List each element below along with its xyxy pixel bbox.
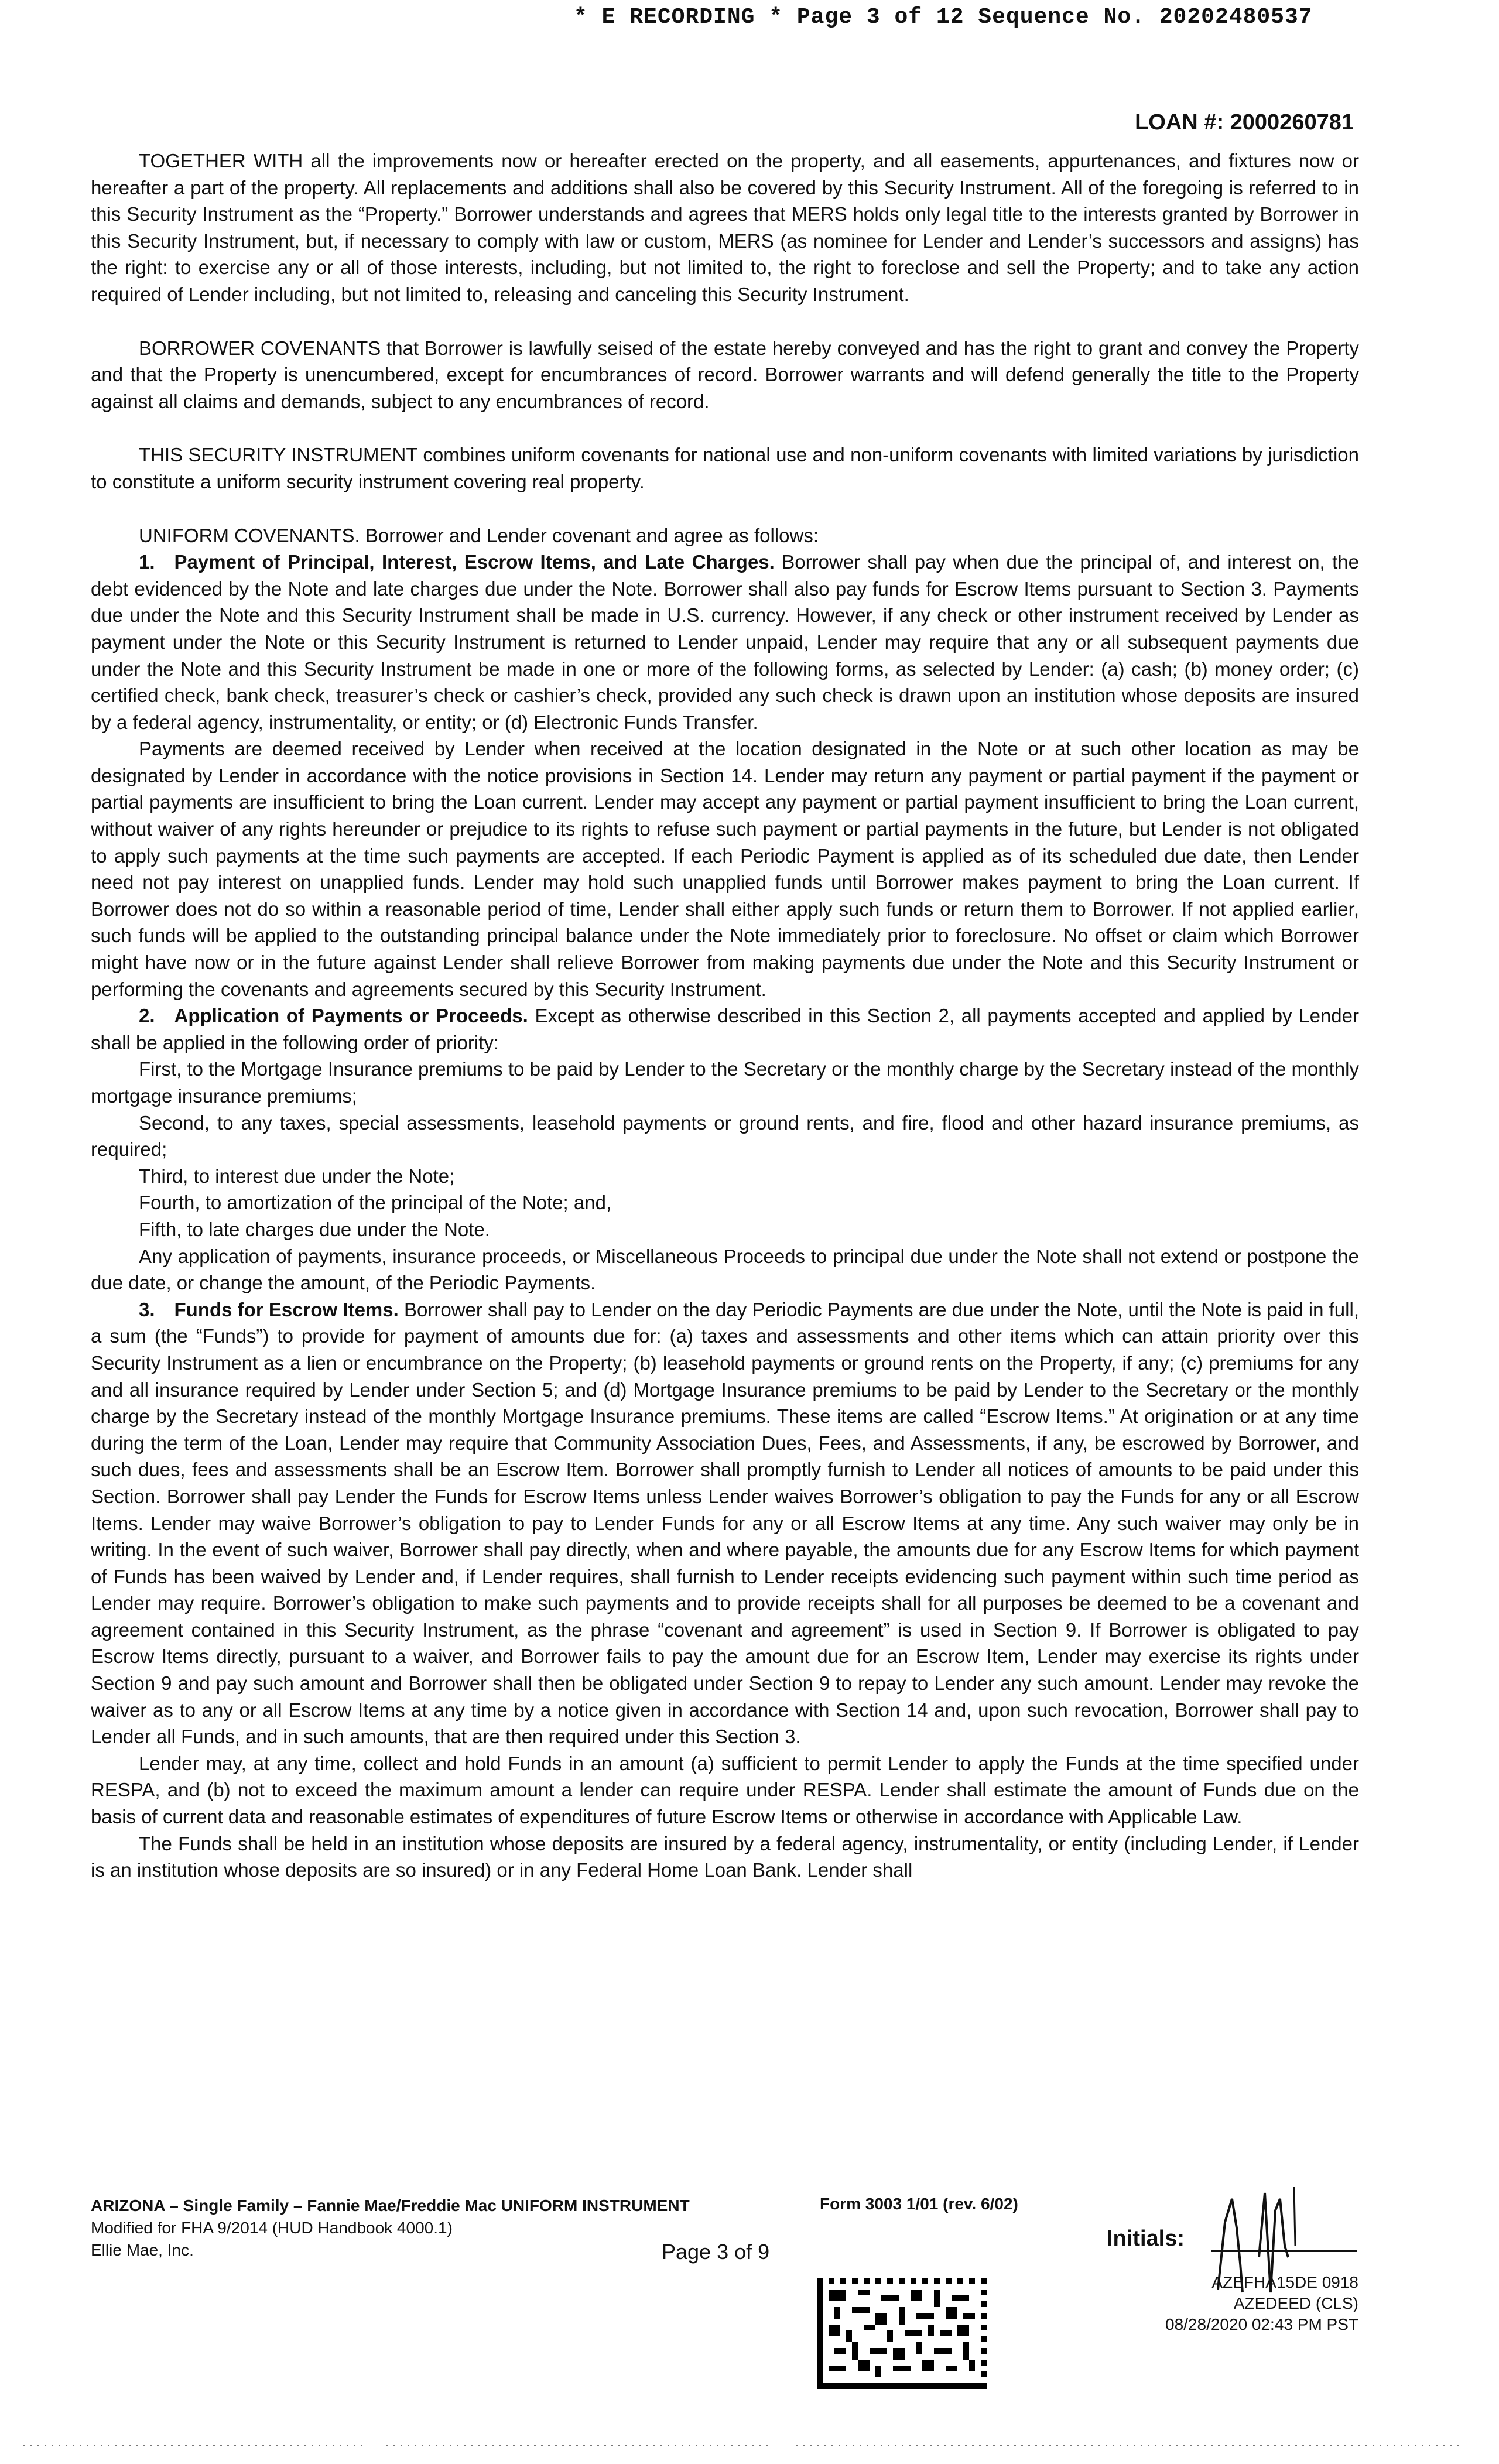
paragraph-application: Any application of payments, insurance proceeds, or Miscellaneous Proceeds to principal due under the Note shall not extend or postpone the due date, or change the amount, of the Periodic Payments. bbox=[91, 1245, 1359, 1294]
footer-form-desc: – Single Family – Fannie Mae/Freddie Mac UNIFORM INSTRUMENT bbox=[165, 2196, 690, 2215]
document-body bbox=[91, 148, 1359, 1884]
paragraph-first: First, to the Mortgage Insurance premiums to be paid by Lender to the Secretary or the monthly charge by the Secretary instead of the monthly mortgage insurance premiums; bbox=[91, 1058, 1359, 1107]
footer-state: ARIZONA bbox=[91, 2196, 165, 2215]
footer-code-3: 08/28/2020 02:43 PM PST bbox=[1165, 2315, 1358, 2333]
datamatrix-barcode bbox=[817, 2278, 987, 2389]
paragraph-uniform-covenants: UNIFORM COVENANTS. Borrower and Lender covenant and agree as follows: bbox=[139, 524, 819, 546]
paragraph-third: Third, to interest due under the Note; bbox=[139, 1165, 455, 1187]
paragraph-funds-held: The Funds shall be held in an institution whose deposits are insured by a federal agency, instrumentality, or entity (including Lender, if Lender is an institution whose deposits are so insured) or in any Federal Home Loan Bank. Lender shall bbox=[91, 1832, 1359, 1881]
paragraph-borrower-covenants: BORROWER COVENANTS that Borrower is lawfully seised of the estate hereby conveyed and has the right to grant and convey the Property and that the Property is unencumbered, except for encumbrances of record. Borrower warrants and will defend generally the title to the Property against all claims and demands, subject to any encumbrances of record. bbox=[91, 337, 1359, 412]
paragraph-fourth: Fourth, to amortization of the principal of the Note; and, bbox=[139, 1192, 612, 1214]
paragraph-security-instrument: THIS SECURITY INSTRUMENT combines uniform covenants for national use and non-uniform covenants with limited variations by jurisdiction to constitute a uniform security instrument covering real property. bbox=[91, 444, 1359, 492]
paragraph-fifth: Fifth, to late charges due under the Note. bbox=[139, 1218, 490, 1240]
section-3-text: Borrower shall pay to Lender on the day Periodic Payments are due under the Note, until the Note is paid in full, a sum (the “Funds”) to provide for payment of amounts due for: (a) taxes and assessments and other items which can attain priority over this Security Instrument as a lien or encumbrance on the Property; (b) leasehold payments or ground rents on the Property, if any; (c) premiums for any and all insurance required by Lender under Section 5; and (d) Mortgage Insurance premiums to be paid by Lender to the Secretary or the monthly charge by the Secretary instead of the monthly Mortgage Insurance premiums. These items are called “Escrow Items.” At origination or at any time during the term of the Loan, Lender may require that Community Association Dues, Fees, and Assessments, if any, be escrowed by Borrower, and such dues, fees and assessments shall be an Escrow Item. Borrower shall promptly furnish to Lender all notices of amounts to be paid under this Section. Borrower shall pay Lender the Funds for Escrow Items unless Lender waives Borrower’s obligation to pay the Funds for any or all Escrow Items. Lender may waive Borrower’s obligation to pay to Lender Funds for any or all Escrow Items at any time. Any such waiver may only be in writing. In the event of such waiver, Borrower shall pay directly, when and where payable, the amounts due for any Escrow Items for which payment of Funds has been waived by Lender and, if Lender requires, shall furnish to Lender receipts evidencing such payment within such time period as Lender may require. Borrower’s obligation to make such payments and to provide receipts shall for all purposes be deemed to be a covenant and agreement contained in this Security Instrument, as the phrase “covenant and agreement” is used in Section 9. If Borrower is obligated to pay Escrow Items directly, pursuant to a waiver, and Borrower fails to pay the amount due for an Escrow Item, Lender may exercise its rights under Section 9 and pay such amount and Borrower shall then be obligated under Section 9 to repay to Lender any such amount. Lender may revoke the waiver as to any or all Escrow Items at any time by a notice given in accordance with Section 14 and, upon such revocation, Borrower shall pay to Lender all Funds, and in such amounts, that are then required under this Section 3. bbox=[91, 1298, 1359, 1748]
loan-number: LOAN #: 2000260781 bbox=[1135, 110, 1354, 135]
footer-modified: Modified for FHA 9/2014 (HUD Handbook 4000.1) bbox=[91, 2219, 453, 2237]
section-2-text: Except as otherwise described in this Section 2, all payments accepted and applied by Lender shall be applied in the following order of priority: bbox=[91, 1005, 1360, 1053]
footer-page-number: Page 3 of 9 bbox=[662, 2240, 770, 2264]
footer-code-1: AZEFHA15DE 0918 bbox=[1211, 2273, 1358, 2291]
section-3 bbox=[91, 1296, 1359, 1750]
section-3-title: 3. Funds for Escrow Items. bbox=[139, 1298, 399, 1320]
section-2-title: 2. Application of Payments or Proceeds. bbox=[139, 1005, 528, 1027]
scan-artifact-dots bbox=[12, 2442, 1487, 2449]
footer-codes bbox=[1165, 2272, 1358, 2335]
section-1 bbox=[91, 549, 1359, 735]
footer-form-number: Form 3003 1/01 (rev. 6/02) bbox=[820, 2195, 1018, 2213]
paragraph-payments-deemed: Payments are deemed received by Lender when received at the location designated in the Note or at such other location as may be designated by Lender in accordance with the notice provisions in Section 14. Lender may return any payment or partial payment if the payment or partial payments are insufficient to bring the Loan current. Lender may accept any payment or partial payment insufficient to bring the Loan current, without waiver of any rights hereunder or prejudice to its rights to refuse such payment or partial payments in the future, but Lender is not obligated to apply such payments at the time such payments are accepted. If each Periodic Payment is applied as of its scheduled due date, then Lender need not pay interest on unapplied funds. Lender may hold such unapplied funds until Borrower makes payment to bring the Loan current. If Borrower does not do so within a reasonable period of time, Lender shall either apply such funds or return them to Borrower. If not applied earlier, such funds will be applied to the outstanding principal balance under the Note immediately prior to foreclosure. No offset or claim which Borrower might have now or in the future against Lender shall relieve Borrower from making payments due under the Note and this Security Instrument or performing the covenants and agreements secured by this Security Instrument. bbox=[91, 738, 1359, 1000]
paragraph-lender-may: Lender may, at any time, collect and hold Funds in an amount (a) sufficient to permit Lender to apply the Funds at the time specified under RESPA, and (b) not to exceed the maximum amount a lender can require under RESPA. Lender shall estimate the amount of Funds due on the basis of current data and reasonable estimates of expenditures of future Escrow Items or otherwise in accordance with Applicable Law. bbox=[91, 1752, 1359, 1828]
footer-company: Ellie Mae, Inc. bbox=[91, 2241, 194, 2259]
recording-header: * E RECORDING * Page 3 of 12 Sequence No. 20202480537 bbox=[574, 5, 1313, 30]
footer-code-2: AZEDEED (CLS) bbox=[1233, 2294, 1358, 2312]
section-2 bbox=[91, 1002, 1359, 1056]
initials-label: Initials: bbox=[1107, 2226, 1185, 2251]
section-1-title: 1. Payment of Principal, Interest, Escrow Items, and Late Charges. bbox=[139, 551, 775, 573]
section-1-text: Borrower shall pay when due the principal of, and interest on, the debt evidenced by the Note and late charges due under the Note. Borrower shall also pay funds for Escrow Items pursuant to Section 3. Payments due under the Note and this Security Instrument shall be made in U.S. currency. However, if any check or other instrument received by Lender as payment under the Note or this Security Instrument is returned to Lender unpaid, Lender may require that any or all subsequent payments due under the Note and this Security Instrument be made in one or more of the following forms, as selected by Lender: (a) cash; (b) money order; (c) certified check, bank check, treasurer’s check or cashier’s check, provided any such check is drawn upon an institution whose deposits are insured by a federal agency, instrumentality, or entity; or (d) Electronic Funds Transfer. bbox=[91, 551, 1360, 733]
paragraph-second: Second, to any taxes, special assessments, leasehold payments or ground rents, and fire, flood and other hazard insurance premiums, as required; bbox=[91, 1111, 1359, 1161]
paragraph-together-with: TOGETHER WITH all the improvements now or hereafter erected on the property, and all easements, appurtenances, and fixtures now or hereafter a part of the property. All replacements and additions shall also be covered by this Security Instrument. All of the foregoing is referred to in this Security Instrument as the “Property.” Borrower understands and agrees that MERS holds only legal title to the interests granted by Borrower in this Security Instrument, but, if necessary to comply with law or custom, MERS (as nominee for Lender and Lender’s successors and assigns) has the right: to exercise any or all of those interests, including, but not limited to, the right to foreclose and sell the Property; and to take any action required of Lender including, but not limited to, releasing and canceling this Security Instrument. bbox=[91, 150, 1359, 305]
